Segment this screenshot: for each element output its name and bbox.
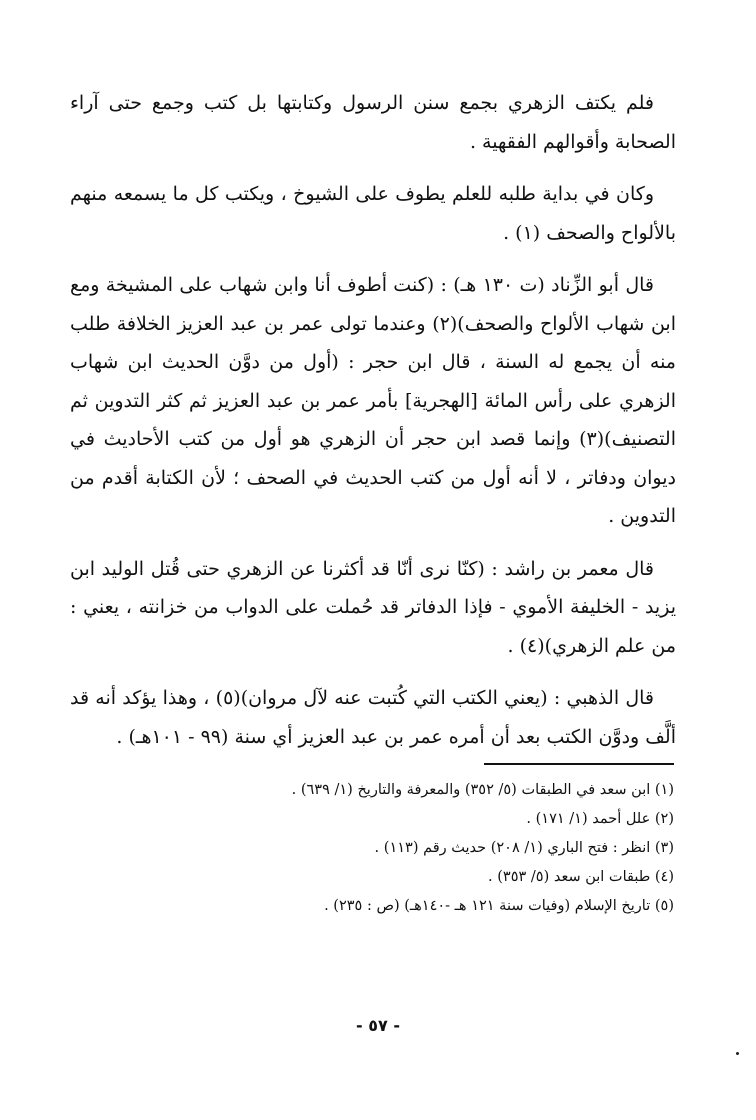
- paragraph-5: قال الذهبي : (يعني الكتب التي كُتبت عنه لآل مروان)(٥) ، وهذا يؤكد أنه قد ألَّف ودوَّن الكتب بعد أن أمره عمر بن عبد العزيز أي سنة (٩٩ - ١٠١هـ) .: [70, 687, 676, 748]
- paragraph-3: قال أبو الزِّناد (ت ١٣٠ هـ) : (كنت أطوف أنا وابن شهاب على المشيخة ومع ابن شهاب الألواح والصحف)(٢) وعندما تولى عمر بن عبد العزيز الخلافة طلب منه أن يجمع له السنة ، قال ابن حجر : (أول من دوَّن الحديث ابن شهاب الزهري على رأس المائة [الهجرية] بأمر عمر بن عبد العزيز ثم كثر التدوين ثم التصنيف)(٣) وإنما قصد ابن حجر أن الزهري هو أول من كتب الأحاديث في ديوان ودفاتر ، لا أنه أول من كتب الحديث في الصحف ؛ لأن الكتابة أقدم من التدوين .: [70, 274, 676, 527]
- footnote-separator: [484, 763, 674, 765]
- paragraph-4: قال معمر بن راشد : (كنّا نرى أنّا قد أكثرنا عن الزهري حتى قُتل الوليد ابن يزيد - الخليفة الأموي - فإذا الدفاتر قد حُملت على الدواب من خزانته ، يعني : من علم الزهري)(٤) .: [70, 557, 676, 657]
- main-text: [70, 84, 676, 766]
- paragraph-1: فلم يكتف الزهري بجمع سنن الرسول وكتابتها بل كتب وجمع حتى آراء الصحابة وأقوالهم الفقهية .: [70, 92, 676, 153]
- footnotes: [150, 776, 674, 921]
- footnote-1: (١) ابن سعد في الطبقات (٥/ ٣٥٢) والمعرفة والتاريخ (١/ ٦٣٩) .: [291, 782, 674, 798]
- paragraph-2: وكان في بداية طلبه للعلم يطوف على الشيوخ ، ويكتب كل ما يسمعه منهم بالألواح والصحف (١) .: [70, 183, 676, 244]
- footnote-2: (٢) علل أحمد (١/ ١٧١) .: [526, 811, 674, 827]
- page-number: - ٥٧ -: [356, 1016, 400, 1035]
- footnote-5: (٥) تاريخ الإسلام (وفيات سنة ١٢١ هـ -١٤٠هـ) (ص : ٢٣٥) .: [324, 898, 674, 914]
- scan-speck: [736, 1052, 739, 1055]
- footnote-3: (٣) انظر : فتح الباري (١/ ٢٠٨) حديث رقم (١١٣) .: [374, 840, 674, 856]
- footnote-4: (٤) طبقات ابن سعد (٥/ ٣٥٣) .: [488, 869, 674, 885]
